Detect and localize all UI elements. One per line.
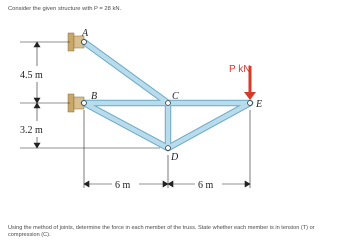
problem-prompt: Consider the given structure with P = 28 kN. <box>8 6 122 12</box>
dim-vertical-bottom: 3.2 m <box>20 125 43 136</box>
dim-horizontal-right: 6 m <box>198 180 214 191</box>
joint-a <box>82 40 87 45</box>
label-a: A <box>82 28 89 39</box>
dim-vertical-top: 4.5 m <box>20 70 43 81</box>
joint-b <box>82 101 87 106</box>
joint-c <box>166 101 171 106</box>
label-b: B <box>91 91 98 102</box>
load-label: P kN <box>229 64 251 75</box>
problem-question: Using the method of joints, determine the force in each member of the truss. State whether each member is in tension (T) or compression (C). <box>8 225 315 239</box>
joint-e <box>248 101 253 106</box>
label-d: D <box>171 152 179 163</box>
dim-horizontal-left: 6 m <box>115 180 131 191</box>
label-c: C <box>172 91 179 102</box>
joint-d <box>166 146 171 151</box>
label-e: E <box>256 99 263 110</box>
